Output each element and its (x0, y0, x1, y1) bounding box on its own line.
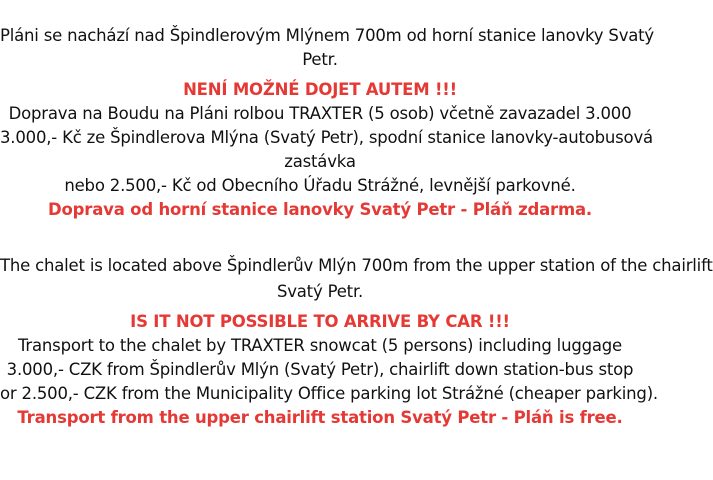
cz-transport-line: Doprava na Boudu na Pláni rolbou TRAXTER (5 osob) včetně zavazadel 3.000 (8, 104, 632, 123)
cz-free-transport-note: Doprava od horní stanice lanovky Svatý Petr - Pláň zdarma. (48, 200, 592, 219)
en-price-line: 3.000,- CZK from Špindlerův Mlýn (Svatý Petr), chairlift down station-bus stop (6, 360, 634, 379)
en-location-line: The chalet is located above Špindlerův Mlýn 700m from the upper station of the chairlift (0, 256, 713, 275)
cz-price-line: 3.000,- Kč ze Špindlerova Mlýna (Svatý Petr), spodní stanice lanovky-autobusová (0, 128, 653, 147)
cz-location-line-2: Petr. (302, 50, 338, 69)
en-location-line-2: Svatý Petr. (276, 282, 364, 301)
en-alt-price-line: or 2.500,- CZK from the Municipality Office parking lot Strážné (cheaper parking). (0, 384, 658, 403)
en-transport-line: Transport to the chalet by TRAXTER snowcat (5 persons) including luggage (17, 336, 623, 355)
cz-stop-line: zastávka (284, 152, 356, 171)
cz-location-line: Pláni se nachází nad Špindlerovým Mlýnem 700m od horní stanice lanovky Svatý (0, 26, 655, 45)
en-free-transport-note: Transport from the upper chairlift station Svatý Petr - Pláň is free. (17, 408, 623, 427)
en-no-car-warning: IS IT NOT POSSIBLE TO ARRIVE BY CAR !!! (130, 312, 510, 331)
cz-no-car-warning: NENÍ MOŽNÉ DOJET AUTEM !!! (183, 80, 457, 99)
cz-alt-price-line: nebo 2.500,- Kč od Obecního Úřadu Strážné, levnější parkovné. (64, 176, 576, 195)
